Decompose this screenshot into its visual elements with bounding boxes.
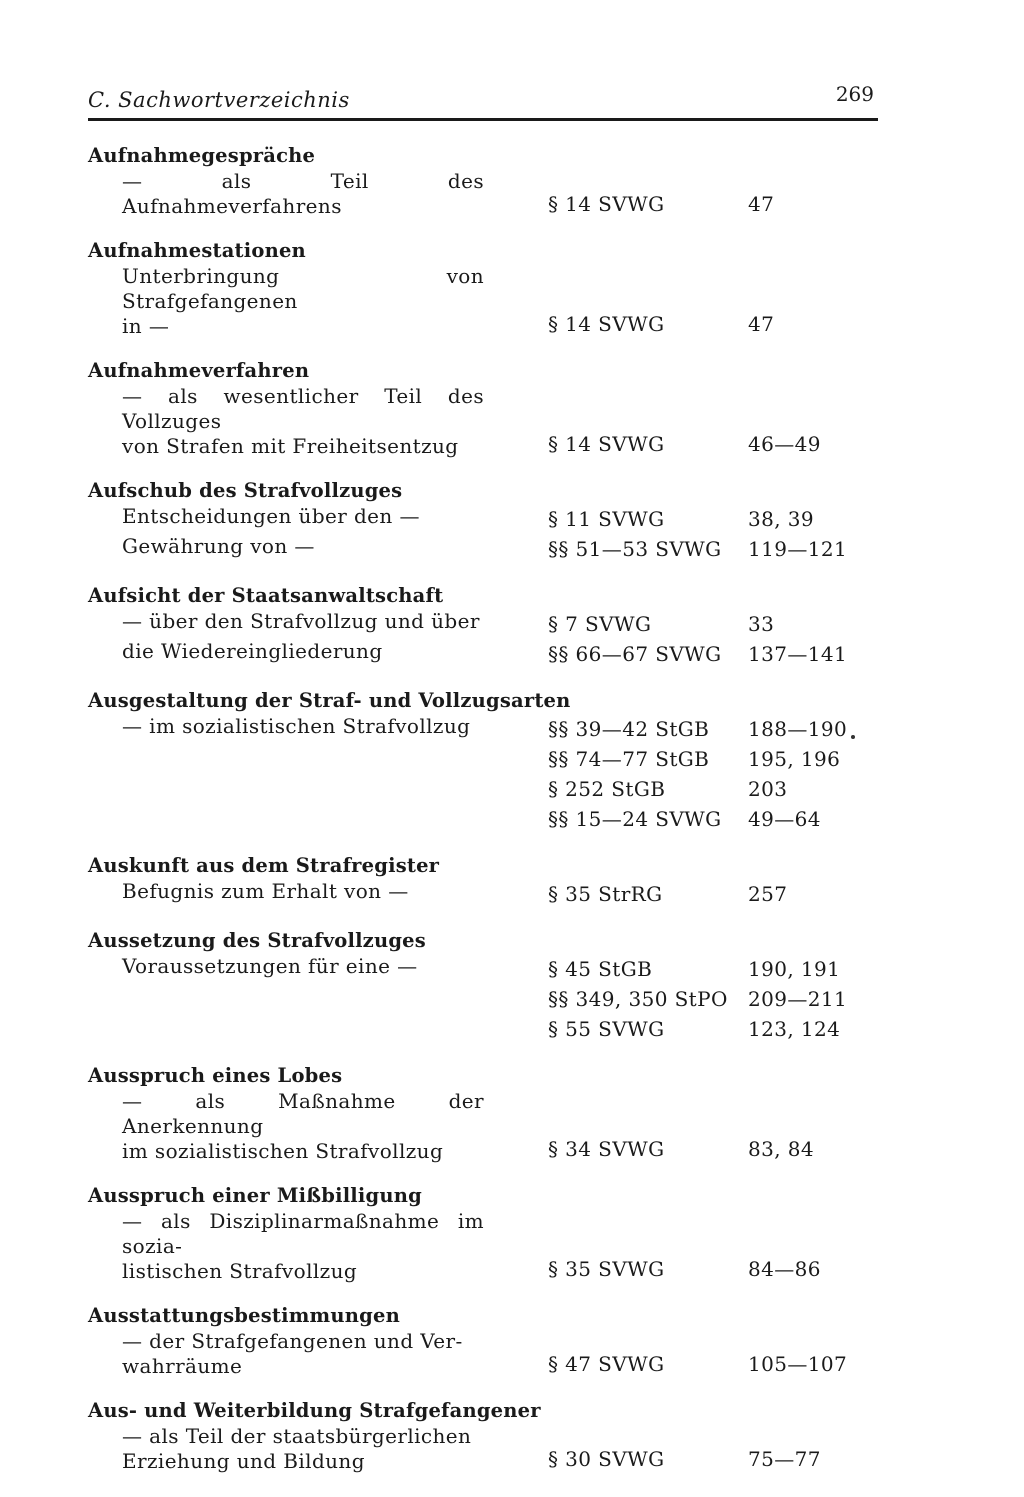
sub-entry <box>88 504 878 534</box>
law-reference: §§ 39—42 StGB <box>548 717 710 741</box>
index-entry <box>88 688 878 834</box>
description-line: die Wiedereingliederung <box>122 639 383 663</box>
page-reference: 105—107 <box>748 1352 848 1376</box>
sub-entry-description <box>88 879 484 909</box>
page-reference: 46—49 <box>748 432 821 456</box>
reference-list <box>548 1329 847 1379</box>
reference-row <box>548 1444 821 1474</box>
sub-entry <box>88 1329 878 1379</box>
description-line <box>122 979 484 1004</box>
entry-heading: Aufnahmeverfahren <box>88 359 310 382</box>
entry-heading: Aufnahmegespräche <box>88 144 316 167</box>
section-title: C. Sachwortverzeichnis <box>88 88 350 112</box>
law-reference: §§ 74—77 StGB <box>548 747 710 771</box>
index-page <box>88 80 878 1493</box>
page-reference: 75—77 <box>748 1447 821 1471</box>
reference-list <box>548 1089 814 1164</box>
sub-entry <box>88 534 878 564</box>
reference-list <box>548 954 847 1044</box>
reference-list <box>548 1424 821 1474</box>
law-reference: § 14 SVWG <box>548 192 665 216</box>
index-entry <box>88 143 878 219</box>
index-entries <box>88 143 878 1474</box>
reference-row <box>548 954 847 984</box>
entry-heading: Ausspruch eines Lobes <box>88 1064 343 1087</box>
description-line <box>122 1004 484 1029</box>
law-reference: § 34 SVWG <box>548 1137 665 1161</box>
law-reference: §§ 66—67 SVWG <box>548 642 722 666</box>
sub-entry <box>88 1424 878 1474</box>
description-line <box>122 789 484 814</box>
law-reference: § 252 StGB <box>548 777 666 801</box>
description-line: — der Strafgefangenen und Ver- <box>122 1329 463 1353</box>
page-reference: 137—141 <box>748 642 848 666</box>
print-speck <box>851 735 855 739</box>
index-entry <box>88 358 878 459</box>
index-entry <box>88 928 878 1044</box>
sub-entry <box>88 714 878 834</box>
sub-entry <box>88 384 878 459</box>
law-reference: § 14 SVWG <box>548 432 665 456</box>
page-reference: 33 <box>748 612 775 636</box>
sub-entry <box>88 609 878 639</box>
description-line: Voraussetzungen für eine — <box>122 954 418 978</box>
index-entry <box>88 1303 878 1379</box>
sub-entry-description <box>88 714 484 834</box>
page-reference: 38, 39 <box>748 507 815 531</box>
law-reference: § 14 SVWG <box>548 312 665 336</box>
law-reference: § 55 SVWG <box>548 1017 665 1041</box>
index-entry <box>88 1398 878 1474</box>
entry-heading: Aufsicht der Staatsanwaltschaft <box>88 584 444 607</box>
description-line: — als Teil der staatsbürgerlichen <box>122 1424 472 1448</box>
law-reference: § 7 SVWG <box>548 612 652 636</box>
sub-entry <box>88 639 878 669</box>
law-reference: § 11 SVWG <box>548 507 665 531</box>
reference-row <box>548 534 847 564</box>
reference-list <box>548 264 774 339</box>
description-line: von Strafen mit Freiheitsentzug <box>122 434 459 458</box>
law-reference: § 35 StrRG <box>548 882 663 906</box>
entry-heading: Aufnahmestationen <box>88 239 306 262</box>
reference-row <box>548 504 814 534</box>
description-line: — als Teil des Aufnahmeverfahrens <box>122 169 484 218</box>
reference-list <box>548 714 847 834</box>
entry-heading: Aussetzung des Strafvollzuges <box>88 929 426 952</box>
page-reference: 188—190 <box>748 717 848 741</box>
sub-entry-description <box>88 534 484 564</box>
reference-list <box>548 639 847 669</box>
description-line: im sozialistischen Strafvollzug <box>122 1139 444 1163</box>
page-reference: 190, 191 <box>748 957 841 981</box>
reference-row <box>548 1134 814 1164</box>
reference-list <box>548 169 774 219</box>
description-line: — als wesentlicher Teil des Vollzuges <box>122 384 484 433</box>
description-line: — im sozialistischen Strafvollzug <box>122 714 471 738</box>
index-entry <box>88 238 878 339</box>
sub-entry <box>88 1089 878 1164</box>
description-line <box>122 739 484 764</box>
entry-heading: Ausstattungsbestimmungen <box>88 1304 400 1327</box>
reference-row <box>548 879 787 909</box>
page-reference: 203 <box>748 777 788 801</box>
reference-row <box>548 609 774 639</box>
page-reference: 84—86 <box>748 1257 821 1281</box>
page-reference: 123, 124 <box>748 1017 841 1041</box>
reference-row <box>548 1349 847 1379</box>
sub-entry <box>88 169 878 219</box>
description-line: — über den Strafvollzug und über <box>122 609 480 633</box>
page-reference: 209—211 <box>748 987 848 1011</box>
sub-entry-description <box>88 1329 484 1379</box>
page-header <box>88 80 878 121</box>
sub-entry-description <box>88 264 484 339</box>
reference-list <box>548 609 774 639</box>
reference-list <box>548 504 814 534</box>
reference-list <box>548 534 847 564</box>
description-line: in — <box>122 314 170 338</box>
description-line: wahrräume <box>122 1354 243 1378</box>
sub-entry-description <box>88 639 484 669</box>
page-reference: 119—121 <box>748 537 848 561</box>
index-entry <box>88 1063 878 1164</box>
page-reference: 49—64 <box>748 807 821 831</box>
description-line: Unterbringung von Strafgefangenen <box>122 264 484 313</box>
entry-heading: Aus- und Weiterbildung Strafgefangener <box>88 1399 541 1422</box>
index-entry <box>88 853 878 909</box>
entry-heading: Ausgestaltung der Straf- und Vollzugsarten <box>88 689 571 712</box>
sub-entry <box>88 1209 878 1284</box>
sub-entry <box>88 954 878 1044</box>
law-reference: § 47 SVWG <box>548 1352 665 1376</box>
index-entry <box>88 583 878 669</box>
description-line: Befugnis zum Erhalt von — <box>122 879 409 903</box>
sub-entry-description <box>88 504 484 534</box>
reference-list <box>548 879 787 909</box>
entry-heading: Auskunft aus dem Strafregister <box>88 854 440 877</box>
description-line: Gewährung von — <box>122 534 315 558</box>
description-line: — als Maßnahme der Anerkennung <box>122 1089 484 1138</box>
page-reference: 47 <box>748 312 775 336</box>
sub-entry <box>88 879 878 909</box>
reference-row <box>548 804 847 834</box>
index-entry <box>88 478 878 564</box>
entry-heading: Aufschub des Strafvollzuges <box>88 479 403 502</box>
reference-row <box>548 714 847 744</box>
reference-row <box>548 1254 821 1284</box>
description-line: Erziehung und Bildung <box>122 1449 365 1473</box>
reference-row <box>548 189 774 219</box>
law-reference: § 35 SVWG <box>548 1257 665 1281</box>
law-reference: §§ 349, 350 StPO <box>548 987 728 1011</box>
page-number: 269 <box>835 82 874 106</box>
sub-entry-description <box>88 169 484 219</box>
sub-entry-description <box>88 1209 484 1284</box>
law-reference: §§ 51—53 SVWG <box>548 537 722 561</box>
description-line: Entscheidungen über den — <box>122 504 420 528</box>
sub-entry-description <box>88 1089 484 1164</box>
law-reference: §§ 15—24 SVWG <box>548 807 722 831</box>
description-line: listischen Strafvollzug <box>122 1259 358 1283</box>
law-reference: § 45 StGB <box>548 957 653 981</box>
sub-entry-description <box>88 1424 484 1474</box>
entry-heading: Ausspruch einer Mißbilligung <box>88 1184 422 1207</box>
reference-row <box>548 1014 847 1044</box>
index-entry <box>88 1183 878 1284</box>
reference-list <box>548 1209 821 1284</box>
page-reference: 83, 84 <box>748 1137 815 1161</box>
description-line: — als Disziplinarmaßnahme im sozia- <box>122 1209 484 1258</box>
page-reference: 47 <box>748 192 775 216</box>
law-reference: § 30 SVWG <box>548 1447 665 1471</box>
description-line <box>122 764 484 789</box>
page-reference: 257 <box>748 882 788 906</box>
reference-row <box>548 774 847 804</box>
reference-row <box>548 639 847 669</box>
sub-entry-description <box>88 954 484 1044</box>
sub-entry <box>88 264 878 339</box>
reference-list <box>548 384 821 459</box>
reference-row <box>548 744 847 774</box>
reference-row <box>548 984 847 1014</box>
sub-entry-description <box>88 609 484 639</box>
sub-entry-description <box>88 384 484 459</box>
reference-row <box>548 429 821 459</box>
page-reference: 195, 196 <box>748 747 841 771</box>
reference-row <box>548 309 774 339</box>
